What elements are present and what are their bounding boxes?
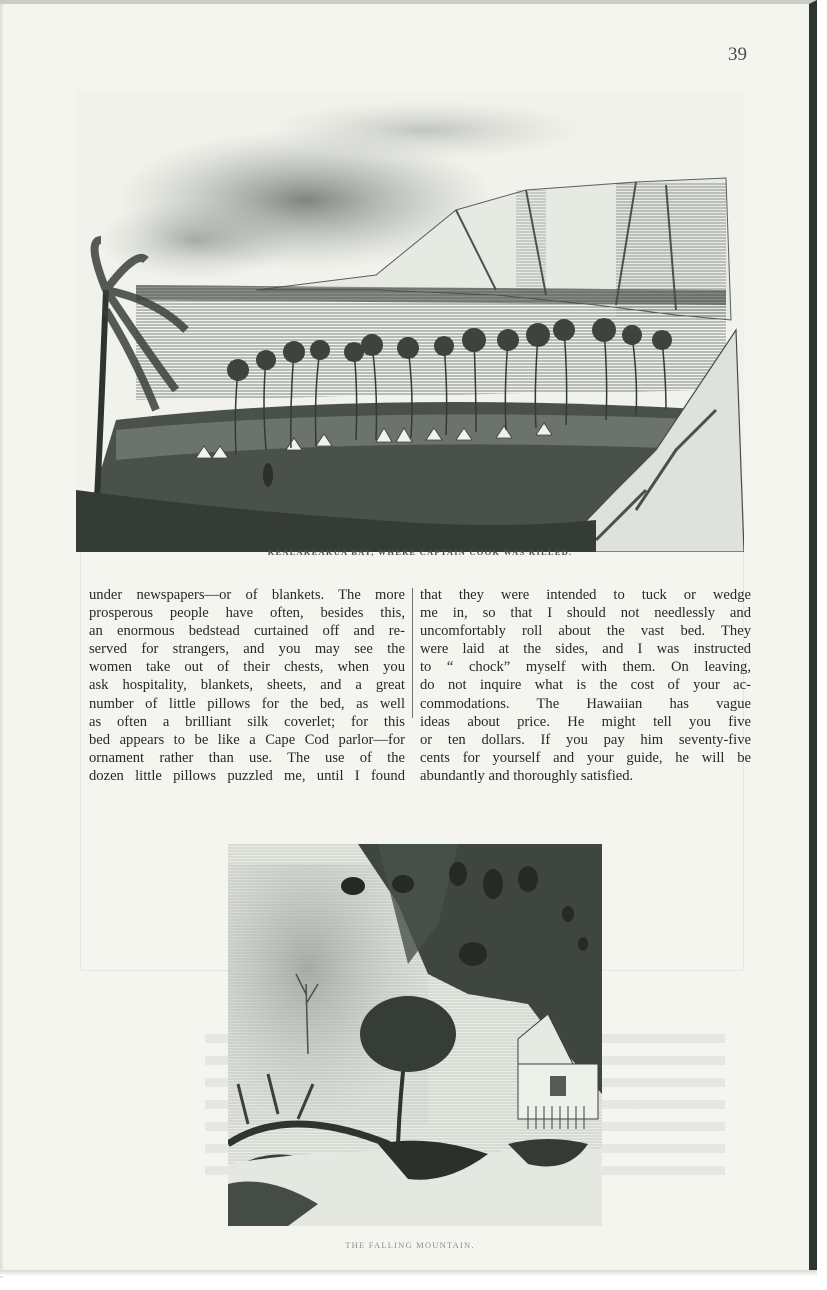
bay-engraving-illustration bbox=[76, 90, 744, 552]
text-line: were laid at the sides, and I was instructed bbox=[420, 641, 751, 658]
figure-kealakeakua-bay bbox=[76, 90, 744, 552]
page-left-edge bbox=[0, 4, 4, 1278]
text-line: ask hospitality, blankets, sheets, and a great bbox=[89, 677, 405, 694]
text-line: cents for yourself and your guide, he will be bbox=[420, 749, 751, 766]
text-line: bed appears to be like a Cape Cod parlor—for bbox=[89, 731, 405, 748]
text-line: uncomfortably roll about the vast bed. They bbox=[420, 623, 751, 640]
figure-caption-kealakeakua-bay: KEALAKEAKUA BAY, WHERE CAPTAIN COOK WAS KILLED. bbox=[267, 547, 573, 557]
text-line: that they were intended to tuck or wedge bbox=[420, 587, 751, 603]
text-line: an enormous bedstead curtained off and re- bbox=[89, 623, 405, 640]
text-line: number of little pillows for the bed, as well bbox=[89, 695, 405, 712]
text-line: prosperous people have often, besides this, bbox=[89, 605, 405, 622]
page-number: 39 bbox=[728, 44, 747, 65]
text-line: under newspapers—or of blankets. The more bbox=[89, 587, 405, 603]
text-line: as often a brilliant silk coverlet; for this bbox=[89, 713, 405, 730]
text-line: do not inquire what is the cost of your ac- bbox=[420, 677, 751, 694]
text-line: abundantly and thoroughly satisfied. bbox=[420, 767, 634, 784]
page-bottom-edge bbox=[0, 1270, 817, 1276]
text-line: me in, so that I should not needlessly and bbox=[420, 605, 751, 622]
text-line: to “ chock” myself with them. On leaving, bbox=[420, 659, 751, 676]
figure-falling-mountain bbox=[228, 844, 602, 1226]
text-line: commodations. The Hawaiian has vague bbox=[420, 695, 751, 712]
text-line: women take out of their chests, when you bbox=[89, 659, 405, 676]
text-column-right bbox=[420, 586, 751, 785]
text-line: or ten dollars. If you pay him seventy-five bbox=[420, 731, 751, 748]
figure-caption-falling-mountain: THE FALLING MOUNTAIN. bbox=[345, 1240, 475, 1250]
text-line: dozen little pillows puzzled me, until I found bbox=[89, 767, 405, 784]
falling-mountain-engraving-illustration bbox=[228, 844, 602, 1226]
text-line: served for strangers, and you may see the bbox=[89, 641, 405, 658]
text-line: ornament rather than use. The use of the bbox=[89, 749, 405, 766]
text-column-left bbox=[89, 586, 405, 785]
column-divider bbox=[412, 588, 413, 718]
text-line: ideas about price. He might tell you five bbox=[420, 713, 751, 730]
